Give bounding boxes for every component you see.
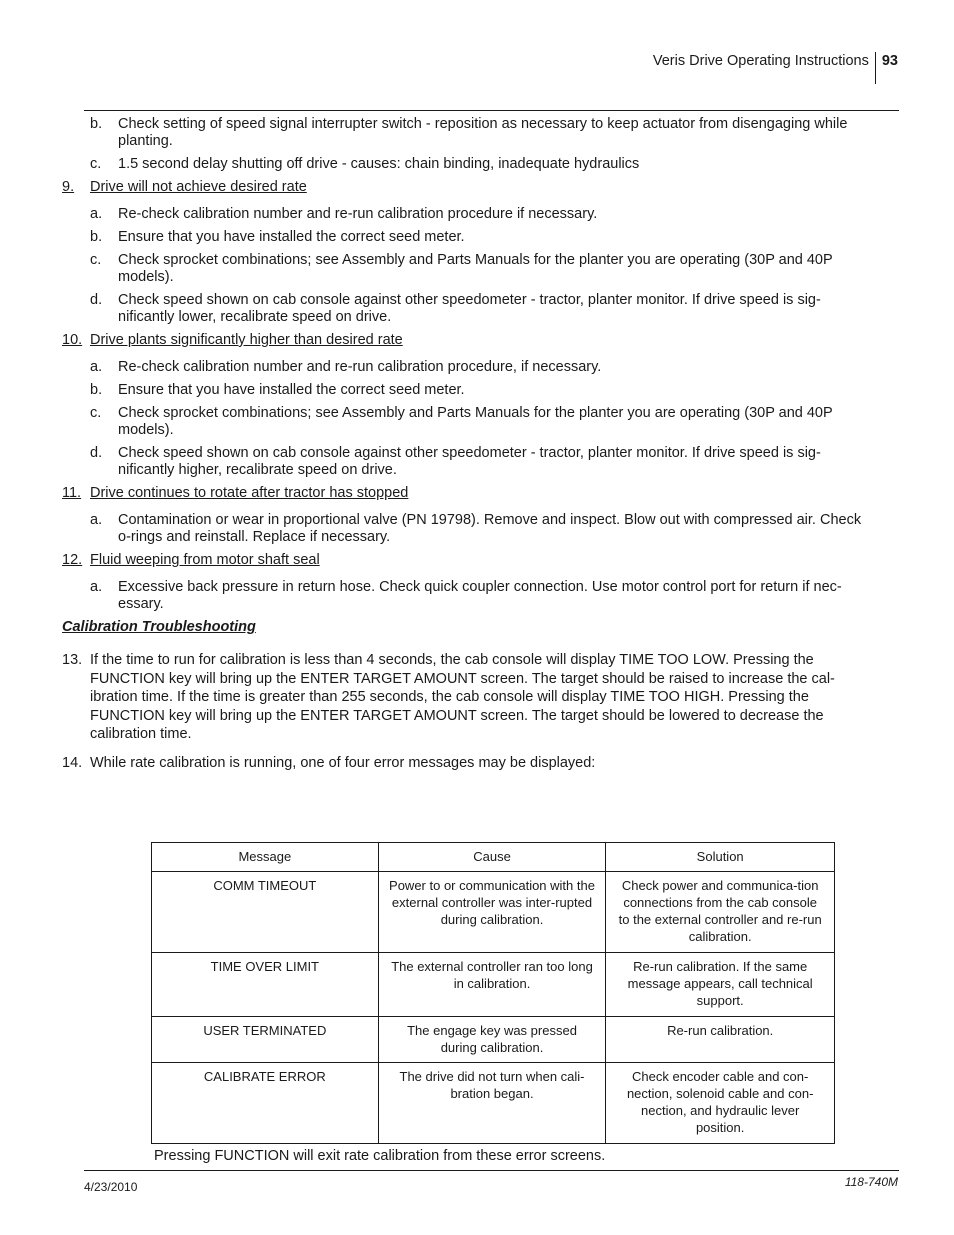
table-cell: TIME OVER LIMIT: [152, 953, 379, 1017]
column-header: Cause: [378, 843, 606, 872]
item-10-heading: 10. Drive plants significantly higher than desired rate: [62, 332, 403, 348]
table-row: [152, 872, 835, 953]
item-11-heading: 11. Drive continues to rotate after tractor has stopped: [62, 485, 409, 501]
list-item: a. Contamination or wear in proportional valve (PN 19798). Remove and inspect. Blow out with compressed air. Check o-rings and reinstall. Replace if necessary.: [90, 512, 862, 545]
page-header: [653, 52, 898, 84]
list-item: c. Check sprocket combinations; see Assembly and Parts Manuals for the planter you are operating (30P and 40P models).: [90, 252, 833, 285]
paragraph-14: 14. While rate calibration is running, one of four error messages may be displayed:: [62, 754, 596, 771]
table-header-row: [152, 843, 835, 872]
list-item: c. Check sprocket combinations; see Assembly and Parts Manuals for the planter you are operating (30P and 40P models).: [90, 405, 833, 438]
footer-document-number: 118-740M: [844, 1175, 898, 1189]
column-header: Message: [152, 843, 379, 872]
list-item: a. Excessive back pressure in return hose. Check quick coupler connection. Use motor control port for return if nec-essary.: [90, 579, 842, 612]
table-cell: Check encoder cable and con-nection, solenoid cable and con-nection, and hydraulic lever position.: [606, 1063, 835, 1144]
list-item: d. Check speed shown on cab console against other speedometer - tractor, planter monitor. If drive speed is sig-nificantly lower, recalibrate speed on drive.: [90, 292, 821, 325]
table-cell: The external controller ran too long in calibration.: [378, 953, 606, 1017]
table-cell: Re-run calibration. If the same message appears, call technical support.: [606, 953, 835, 1017]
paragraph-13: 13. If the time to run for calibration is less than 4 seconds, the cab console will display TIME TOO LOW. Pressing the FUNCTION key will bring up the ENTER TARGET AMOUNT screen. The target should be raised to increase the cal-ibration time. If the time is greater than 255 seconds, the cab console will display TIME TOO HIGH. Pressing the FUNCTION key will bring up the ENTER TARGET AMOUNT screen. The target should be lowered to decrease the calibration time.: [62, 652, 835, 742]
bottom-rule: [84, 1170, 899, 1171]
item-12-heading: 12. Fluid weeping from motor shaft seal: [62, 552, 320, 568]
table-row: [152, 953, 835, 1017]
table-cell: USER TERMINATED: [152, 1017, 379, 1063]
header-title: Veris Drive Operating Instructions: [652, 53, 869, 69]
table-cell: The engage key was pressed during calibration.: [378, 1017, 606, 1063]
list-item: a. Re-check calibration number and re-run calibration procedure, if necessary.: [90, 359, 602, 375]
table-cell: CALIBRATE ERROR: [152, 1063, 379, 1144]
list-item: b. Ensure that you have installed the correct seed meter.: [90, 382, 465, 398]
top-rule: [84, 110, 899, 111]
table-cell: Power to or communication with the external controller was inter-rupted during calibration.: [378, 872, 606, 953]
table-row: [152, 1063, 835, 1144]
table-cell: Re-run calibration.: [606, 1017, 835, 1063]
column-header: Solution: [606, 843, 835, 872]
table-footnote: Pressing FUNCTION will exit rate calibration from these error screens.: [154, 1148, 606, 1164]
table-cell: COMM TIMEOUT: [152, 872, 379, 953]
main-content: [62, 116, 877, 782]
list-item: d. Check speed shown on cab console against other speedometer - tractor, planter monitor. If drive speed is sig-nificantly higher, recalibrate speed on drive.: [90, 445, 821, 478]
footer-date: 4/23/2010: [84, 1180, 138, 1194]
error-messages-table: [151, 842, 835, 1144]
list-item: b. Ensure that you have installed the correct seed meter.: [90, 229, 465, 245]
table-row: [152, 1017, 835, 1063]
item-9-heading: 9. Drive will not achieve desired rate: [62, 179, 307, 195]
list-item: b. Check setting of speed signal interrupter switch - reposition as necessary to keep actuator from disengaging while planting.: [90, 116, 848, 149]
list-item: c. 1.5 second delay shutting off drive - causes: chain binding, inadequate hydraulics: [90, 156, 640, 172]
table-cell: Check power and communica-tion connections from the cab console to the external controller and re-run calibration.: [606, 872, 835, 953]
section-title: Calibration Troubleshooting: [62, 619, 256, 635]
list-item: a. Re-check calibration number and re-run calibration procedure if necessary.: [90, 206, 598, 222]
page-number: 93: [881, 53, 898, 69]
table-cell: The drive did not turn when cali-bration began.: [378, 1063, 606, 1144]
